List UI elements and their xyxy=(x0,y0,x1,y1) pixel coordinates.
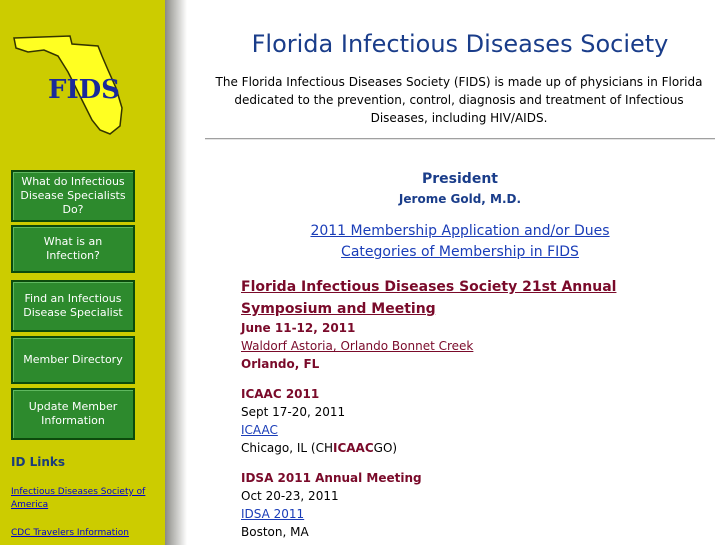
nav-member-directory[interactable]: Member Directory xyxy=(11,336,135,384)
sidebar xyxy=(0,0,165,545)
icaac-location-mid: ICAAC xyxy=(332,441,374,455)
nav-update-member-info[interactable]: Update Member Information xyxy=(11,388,135,440)
sidebar-shadow xyxy=(165,0,187,545)
icaac-location xyxy=(241,440,397,457)
president-name: Jerome Gold, M.D. xyxy=(398,192,522,206)
idsa-title-b: Annual Meeting xyxy=(310,471,422,485)
idsa-title xyxy=(241,470,422,487)
link-idsa[interactable]: Infectious Diseases Society of America xyxy=(11,487,146,510)
link-cdc-travelers[interactable]: CDC Travelers Information xyxy=(11,528,129,538)
icaac-title: ICAAC 2011 xyxy=(241,387,320,401)
symposium-venue-link[interactable]: Waldorf Astoria, Orlando Bonnet Creek xyxy=(241,339,474,353)
divider xyxy=(205,138,715,140)
logo-text: FIDS xyxy=(48,75,120,105)
symposium-date: June 11-12, 2011 xyxy=(241,321,356,335)
icaac-link[interactable]: ICAAC xyxy=(241,423,278,437)
nav-find-id-specialist[interactable]: Find an Infectious Disease Specialist xyxy=(11,280,135,332)
id-links-heading: ID Links xyxy=(11,455,66,469)
idsa-date: Oct 20-23, 2011 xyxy=(241,489,339,503)
symposium-location: Orlando, FL xyxy=(241,357,320,371)
fids-logo[interactable] xyxy=(10,30,130,140)
icaac-location-pre: Chicago, IL (CH xyxy=(241,441,333,455)
idsa-location: Boston, MA xyxy=(241,525,309,539)
page-title: Florida Infectious Diseases Society xyxy=(251,30,669,58)
nav-what-do-id-specialists-do[interactable]: What do Infectious Disease Specialists Do? xyxy=(11,170,135,222)
nav-what-is-infection[interactable]: What is an Infection? xyxy=(11,225,135,273)
president-heading: President xyxy=(422,171,498,187)
idsa-link[interactable]: IDSA 2011 xyxy=(241,507,305,521)
icaac-date: Sept 17-20, 2011 xyxy=(241,405,346,419)
intro-text: The Florida Infectious Diseases Society (FIDS) is made up of physicians in Florida dedicated to the prevention, control, diagnosis and treatment of Infectious Diseases, including HIV/AIDS. xyxy=(215,75,703,125)
membership-categories-link[interactable]: Categories of Membership in FIDS xyxy=(341,244,579,260)
icaac-location-post: GO) xyxy=(373,441,398,455)
symposium-title-link[interactable]: Florida Infectious Diseases Society 21st Annual Symposium and Meeting xyxy=(241,279,617,317)
idsa-title-a: IDSA 2011 xyxy=(241,471,311,485)
membership-application-link[interactable]: 2011 Membership Application and/or Dues xyxy=(310,223,610,239)
